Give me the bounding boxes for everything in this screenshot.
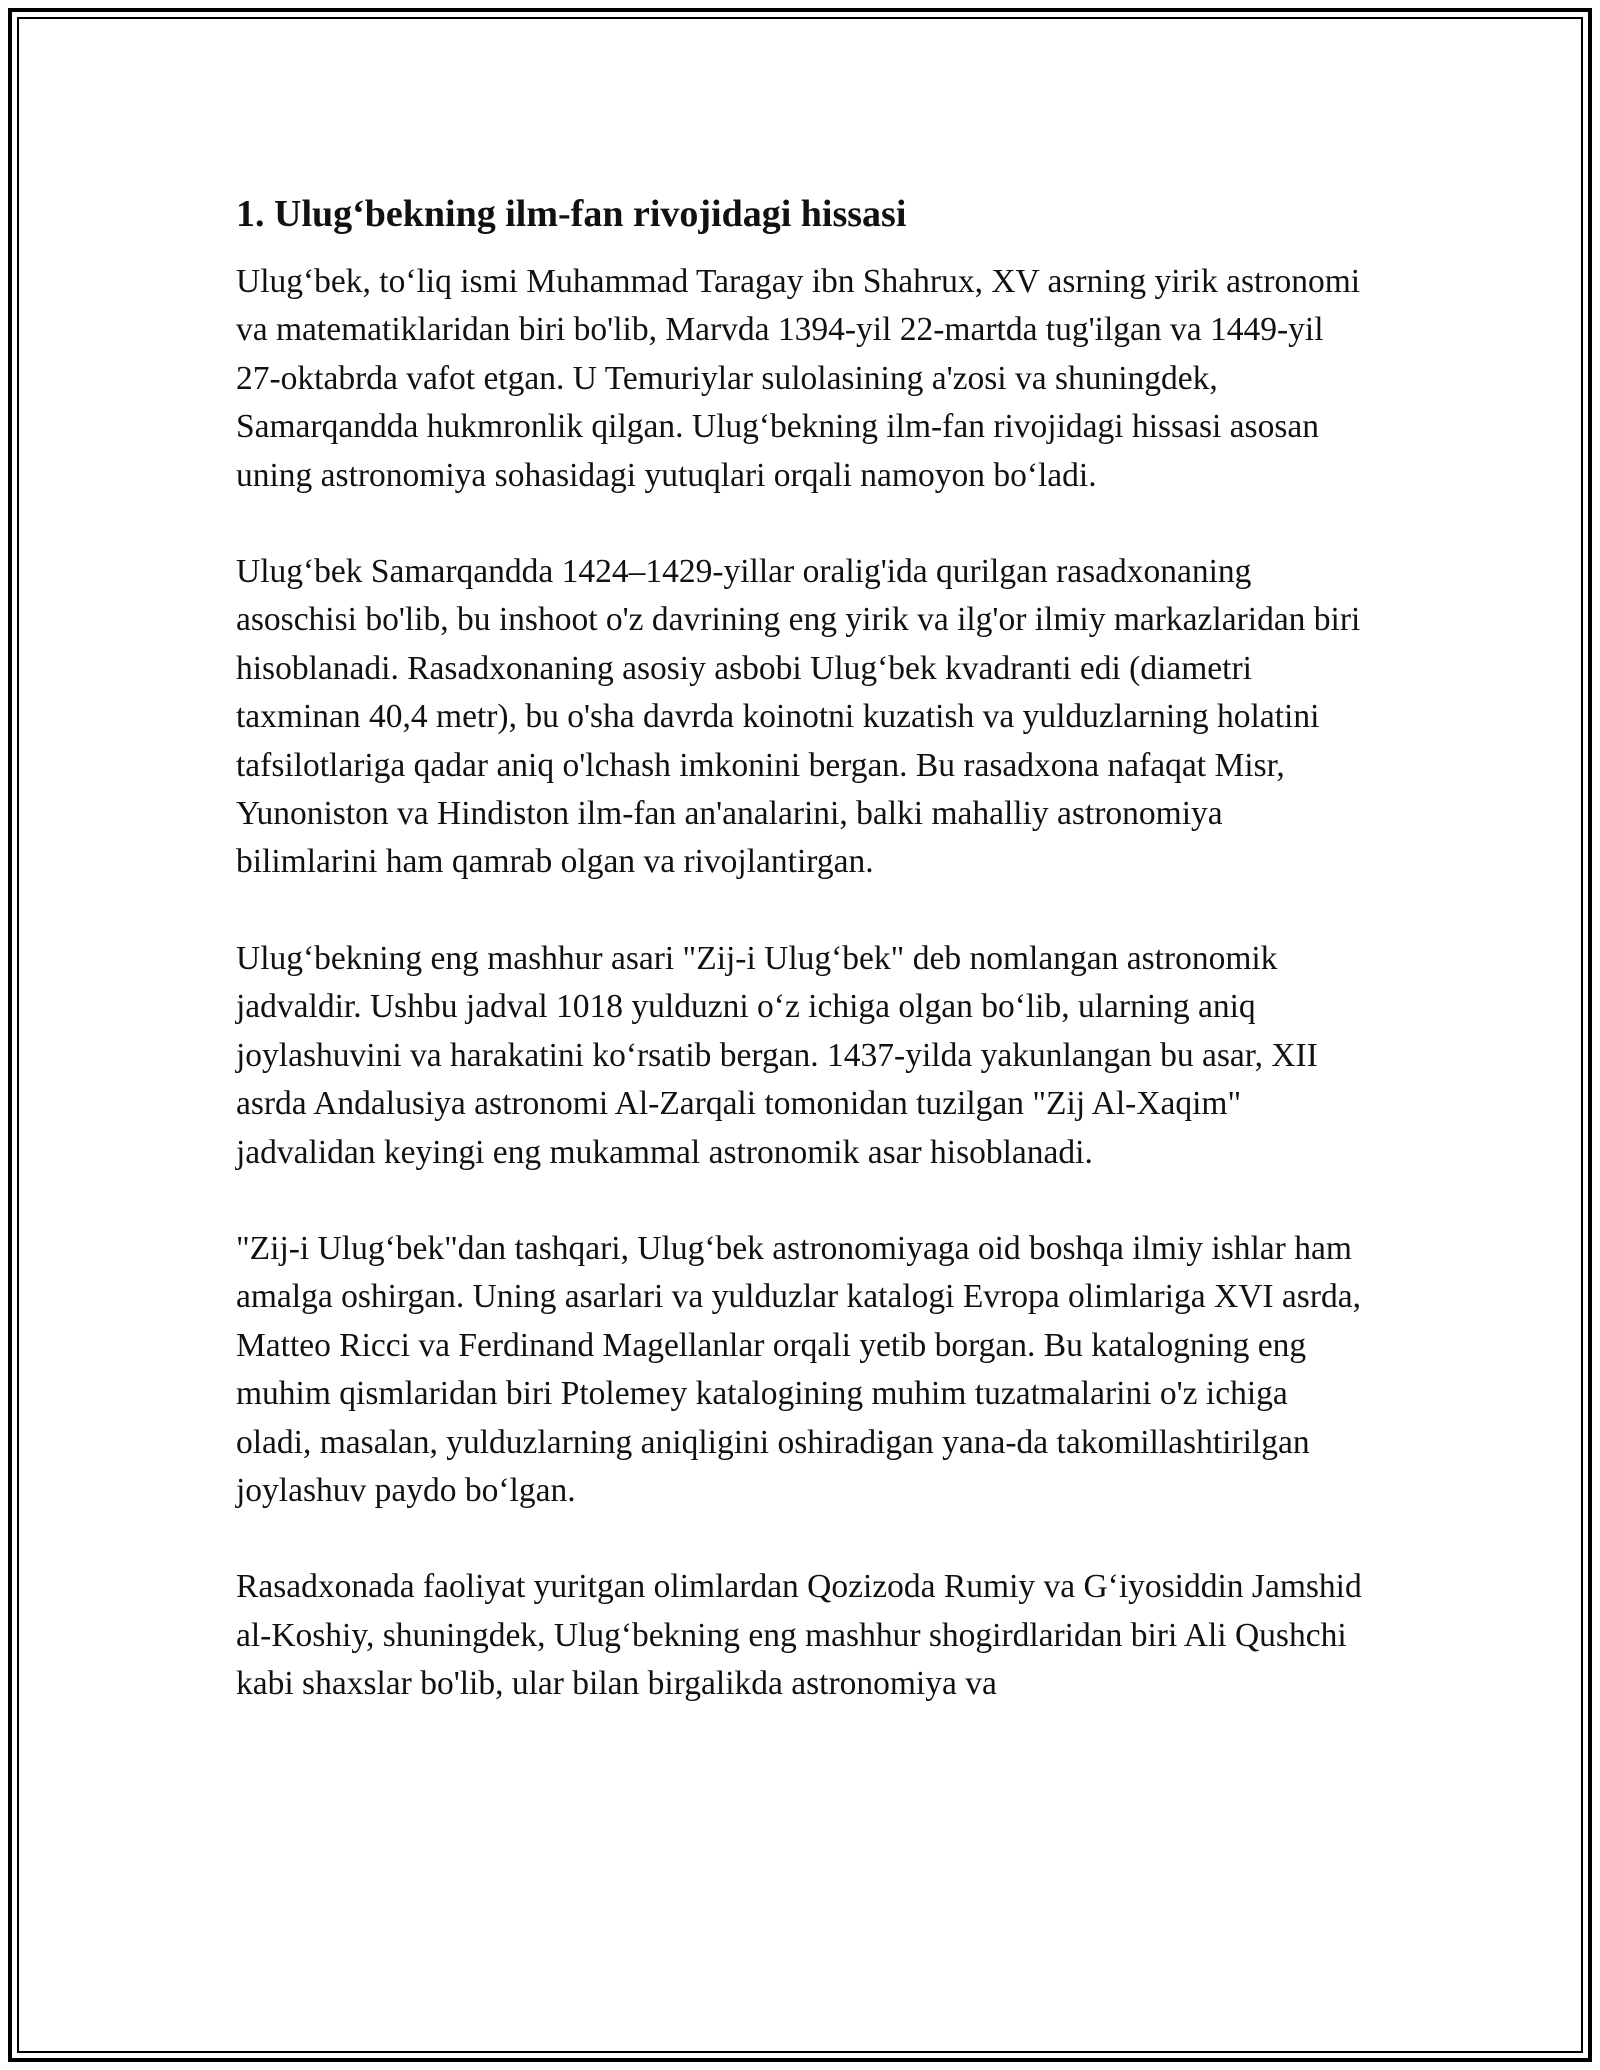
paragraph-3: Ulug‘bekning eng mashhur asari "Zij-i Ulug‘bek" deb nomlangan astronomik jadvaldir. Ushbu jadval 1018 yulduzni o‘z ichiga olgan bo‘lib, ularning aniq joylashuvini va harakatini ko‘rsatib bergan. 1437-yilda yakunlangan bu asar, XII asrda Andalusiya astronomi Al-Zarqali tomonidan tuzilgan "Zij Al-Xaqim" jadvalidan keyingi eng mukammal astronomik asar hisoblanadi. [236,939,1318,1171]
paragraph-5: Rasadxonada faoliyat yuritgan olimlardan Qozizoda Rumiy va G‘iyosiddin Jamshid al-Koshiy, shuningdek, Ulug‘bekning eng mashhur shogirdlaridan biri Ali Qushchi kabi shaxslar bo'lib, ular bilan birgalikda astronomiya va [236,1568,1362,1703]
paragraph-4: "Zij-i Ulug‘bek"dan tashqari, Ulug‘bek astronomiyaga oid boshqa ilmiy ishlar ham amalga oshirgan. Uning asarlari va yulduzlar katalogi Evropa olimlariga XVI asrda, Matteo Ricci va Ferdinand Magellanlar orqali yetib borgan. Bu katalogning eng muhim qismlaridan biri Ptolemey katalogining muhim tuzatmalarini o'z ichiga oladi, masalan, yulduzlarning aniqligini oshiradigan yana-da takomillashtirilgan joylashuv paydo bo‘lgan. [236,1229,1361,1509]
paragraph-1: Ulug‘bek, to‘liq ismi Muhammad Taragay ibn Shahrux, XV asrning yirik astronomi va matematiklaridan biri bo'lib, Marvda 1394-yil 22-martda tug'ilgan va 1449-yil 27-oktabrda vafot etgan. U Temuriylar sulolasining a'zosi va shuningdek, Samarqandda hukmronlik qilgan. Ulug‘bekning ilm-fan rivojidagi hissasi asosan uning astronomiya sohasidagi yutuqlari orqali namoyon bo‘ladi. [236,263,1361,494]
document-content [236,190,1366,1709]
paragraph-2: Ulug‘bek Samarqandda 1424–1429-yillar oralig'ida qurilgan rasadxonaning asoschisi bo'lib, bu inshoot o'z davrining eng yirik va ilg'or ilmiy markazlaridan biri hisoblanadi. Rasadxonaning asosiy asbobi Ulug‘bek kvadranti edi (diametri taxminan 40,4 metr), bu o'sha davrda koinotni kuzatish va yulduzlarning holatini tafsilotlariga qadar aniq o'lchash imkonini bergan. Bu rasadxona nafaqat Misr, Yunoniston va Hindiston ilm-fan an'analarini, balki mahalliy astronomiya bilimlarini ham qamrab olgan va rivojlantirgan. [236,553,1361,881]
section-heading: 1. Ulug‘bekning ilm-fan rivojidagi hissasi [236,193,907,235]
